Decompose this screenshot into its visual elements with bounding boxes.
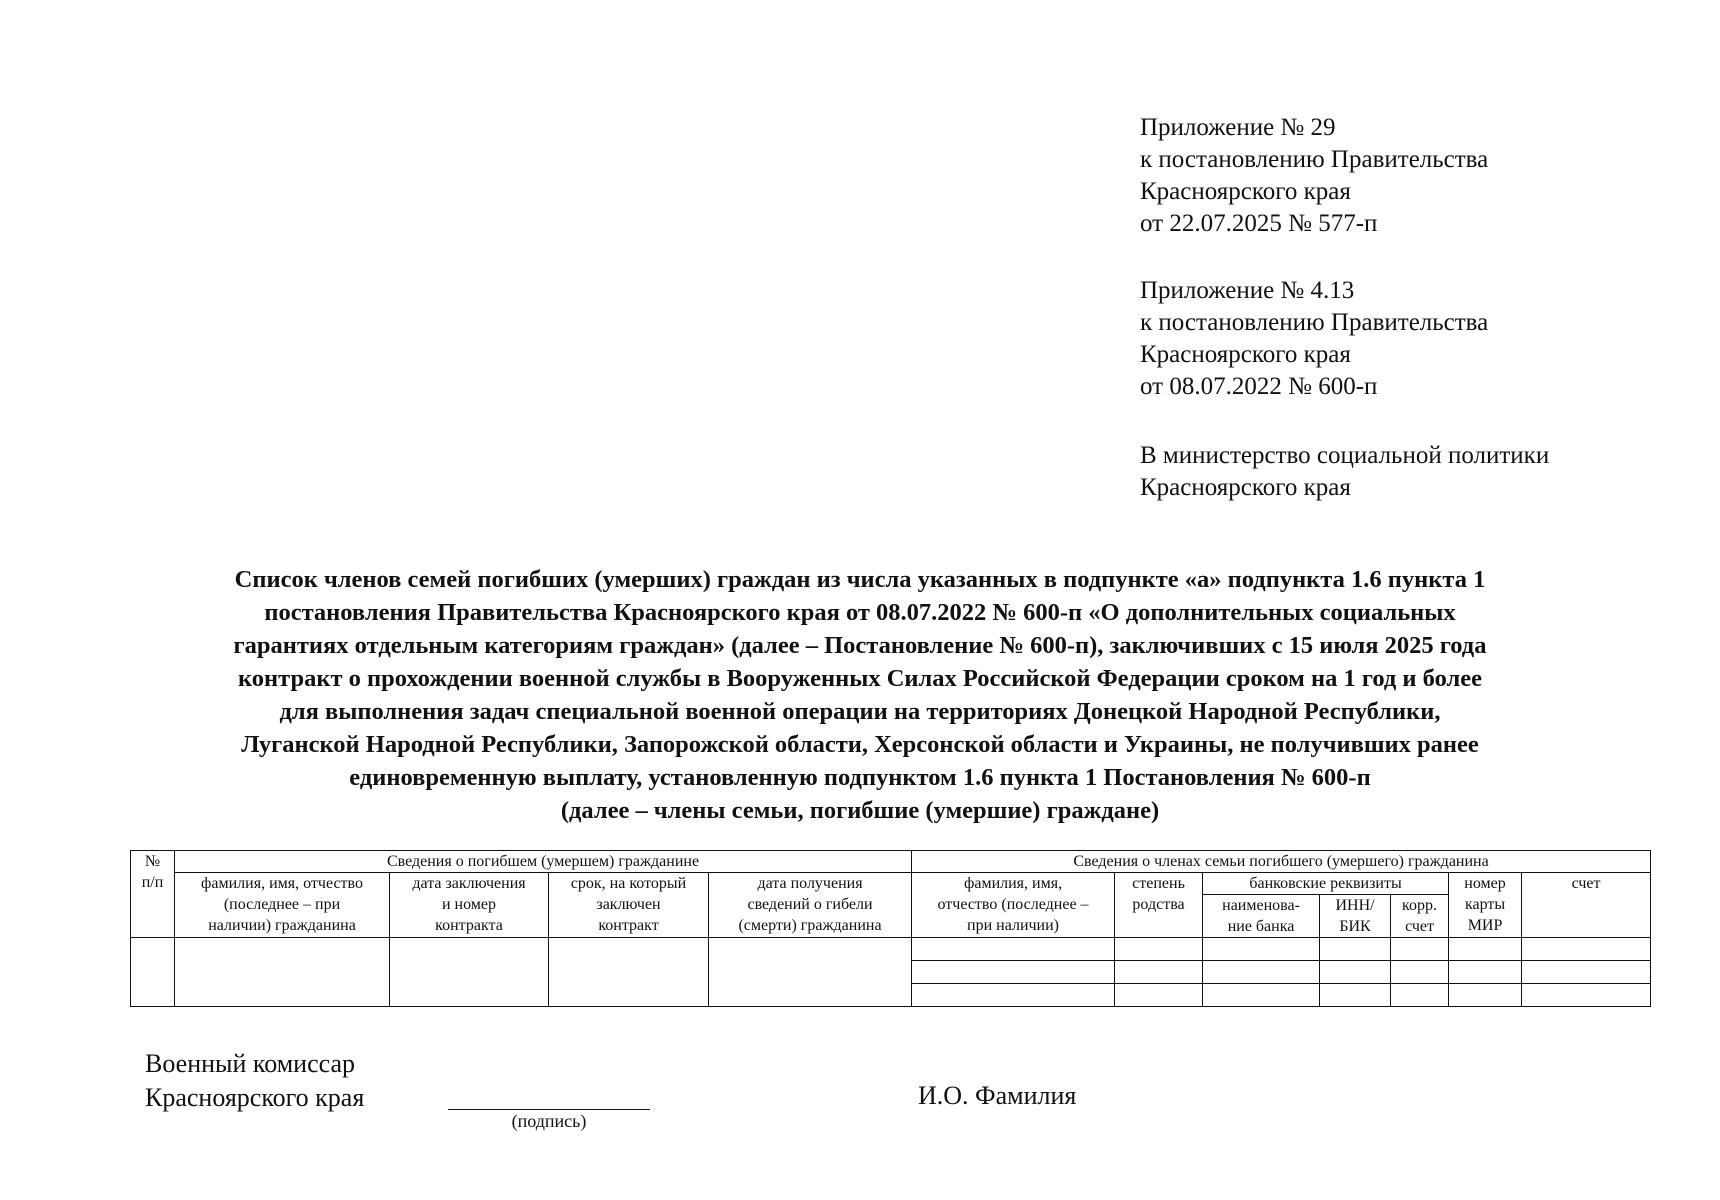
table-cell [912,938,1115,961]
signatory-position-line: Красноярского края [145,1083,365,1112]
header-deceased-name: фамилия, имя, отчество (последнее – при наличии) гражданина [175,873,390,938]
title-line: (далее – члены семьи, погибшие (умершие) граждане) [560,797,1160,824]
header-family-group: Сведения о членах семьи погибшего (умершего) гражданина [912,851,1651,873]
addressee-block [1140,440,1549,504]
annex-original-block [1140,275,1488,403]
table-cell [1115,938,1203,961]
annex-original-line: Приложение № 4.13 [1140,277,1355,304]
title-line: контракт о прохождении военной службы в Вооруженных Силах Российской Федерации сроком на 1 год и более [237,665,1483,692]
signatory-position [145,1047,364,1115]
signatory-name: И.О. Фамилия [918,1081,1077,1110]
title-line: Список членов семей погибших (умерших) граждан из числа указанных в подпункте «а» подпункта 1.6 пункта 1 [234,566,1486,593]
header-mir-card: номер карты МИР [1449,873,1522,938]
header-bank-name: наименова- ние банка [1203,895,1320,938]
addressee-line: Красноярского края [1140,474,1351,501]
annex-current-line: от 22.07.2025 № 577-п [1140,210,1378,237]
table-cell [1203,984,1320,1007]
family-members-table [130,850,1651,1007]
header-contract-term: срок, на который заключен контракт [549,873,709,938]
table-cell [1391,961,1449,984]
table-cell [131,938,175,1007]
header-row-number: № п/п [131,851,175,938]
table-cell [175,938,390,1007]
table-row [131,938,1651,961]
signatory-position-line: Военный комиссар [145,1049,356,1078]
table-cell [1522,984,1651,1007]
table-cell [1449,938,1522,961]
table-cell [1449,961,1522,984]
table-cell [912,984,1115,1007]
title-line: Луганской Народной Республики, Запорожской области, Херсонской области и Украины, не получивших ранее [241,731,1479,758]
annex-current-line: Красноярского края [1140,178,1351,205]
annex-original-line: к постановлению Правительства [1140,309,1489,336]
title-line: гарантиях отдельным категориям граждан» (далее – Постановление № 600-п), заключивших с 15 июля 2025 года [233,632,1487,659]
table-cell [709,938,912,1007]
table-cell [549,938,709,1007]
table-cell [1203,938,1320,961]
annex-current-block [1140,112,1488,240]
header-kinship: степень родства [1115,873,1203,938]
header-corr-account: корр. счет [1391,895,1449,938]
table-cell [1522,938,1651,961]
table-cell [1391,984,1449,1007]
table-cell [1115,984,1203,1007]
table-cell [1320,984,1391,1007]
header-death-info-date: дата получения сведений о гибели (смерти) гражданина [709,873,912,938]
header-bank-details: банковские реквизиты [1203,873,1449,895]
table-cell [1522,961,1651,984]
table-cell [390,938,549,1007]
annex-original-line: Красноярского края [1140,341,1351,368]
table-cell [1320,938,1391,961]
header-inn-bik: ИНН/ БИК [1320,895,1391,938]
header-deceased-group: Сведения о погибшем (умершем) гражданине [175,851,912,873]
document-title [130,563,1590,827]
table-cell [912,961,1115,984]
title-line: постановления Правительства Красноярского края от 08.07.2022 № 600-п «О дополнительных социальных [264,599,1456,626]
header-family-name: фамилия, имя, отчество (последнее – при наличии) [912,873,1115,938]
annex-current-line: Приложение № 29 [1140,114,1336,141]
annex-original-line: от 08.07.2022 № 600-п [1140,373,1378,400]
signature-caption: (подпись) [511,1111,587,1131]
table-cell [1203,961,1320,984]
header-account: счет [1522,873,1651,938]
title-line: для выполнения задач специальной военной операции на территориях Донецкой Народной Республики, [279,698,1441,725]
table-cell [1449,984,1522,1007]
header-contract-date: дата заключения и номер контракта [390,873,549,938]
table-cell [1115,961,1203,984]
table-cell [1320,961,1391,984]
addressee-line: В министерство социальной политики [1140,442,1550,469]
signature-line [448,1109,650,1110]
annex-current-line: к постановлению Правительства [1140,146,1489,173]
title-line: единовременную выплату, установленную подпунктом 1.6 пункта 1 Постановления № 600-п [349,764,1371,791]
table-cell [1391,938,1449,961]
